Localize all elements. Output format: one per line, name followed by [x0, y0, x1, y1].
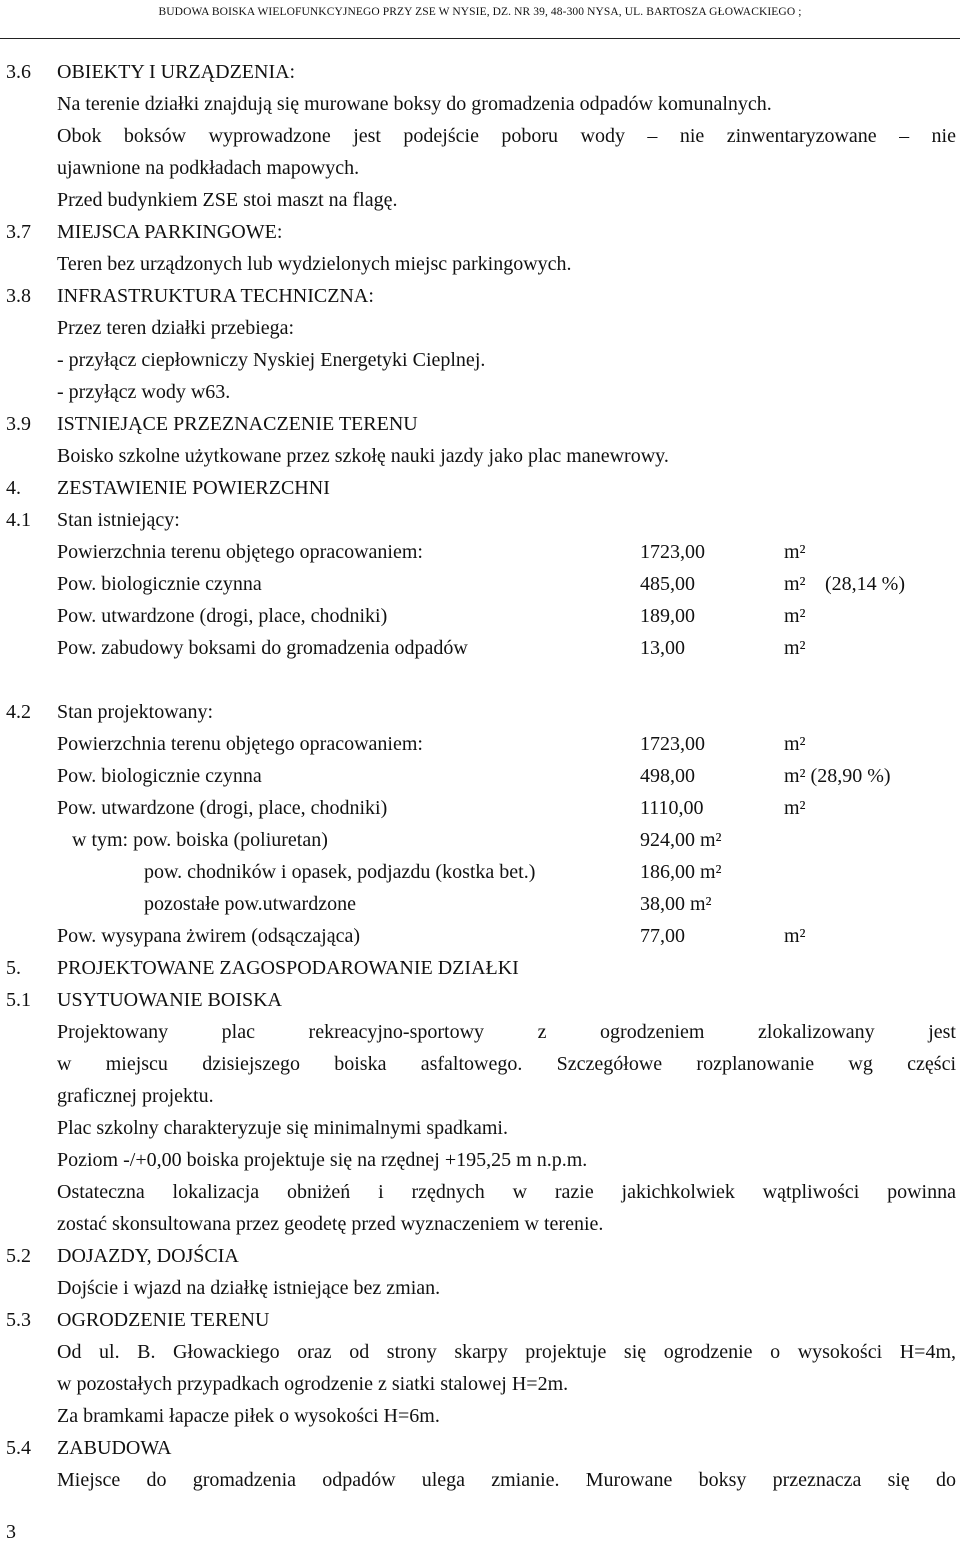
section-title: INFRASTRUKTURA TECHNICZNA:	[57, 285, 374, 307]
body-line: Plac szkolny charakteryzuje się minimalnymi spadkami.	[57, 1117, 508, 1139]
area-label: Pow. zabudowy boksami do gromadzenia odpadów	[57, 637, 468, 659]
body-line-justified: Obok boksów wyprowadzone jest podejście poboru wody – nie zinwentaryzowane – nie	[57, 125, 956, 147]
area-value: 186,00 m²	[640, 861, 722, 883]
section-number: 5.	[6, 957, 21, 979]
section-title: DOJAZDY, DOJŚCIA	[57, 1245, 239, 1267]
section-number: 4.2	[6, 701, 31, 723]
area-value: 77,00	[640, 925, 685, 947]
area-unit: m²	[784, 637, 806, 659]
section-title: MIEJSCA PARKINGOWE:	[57, 221, 283, 243]
section-number: 5.3	[6, 1309, 31, 1331]
area-label: Powierzchnia terenu objętego opracowaniem:	[57, 733, 423, 755]
area-unit: m²	[784, 573, 806, 595]
body-line-justified: w miejscu dzisiejszego boiska asfaltowego. Szczegółowe rozplanowanie wg części	[57, 1053, 956, 1075]
area-label: Pow. utwardzone (drogi, place, chodniki)	[57, 797, 388, 819]
section-number: 4.	[6, 477, 21, 499]
area-unit: m²	[784, 925, 806, 947]
section-title: USYTUOWANIE BOISKA	[57, 989, 282, 1011]
area-label: Pow. biologicznie czynna	[57, 765, 262, 787]
body-line: Boisko szkolne użytkowane przez szkołę nauki jazdy jako plac manewrowy.	[57, 445, 669, 467]
section-title: PROJEKTOWANE ZAGOSPODAROWANIE DZIAŁKI	[57, 957, 519, 979]
section-number: 3.6	[6, 61, 31, 83]
area-unit: m²	[784, 797, 806, 819]
area-unit: m² (28,90 %)	[784, 765, 891, 787]
body-line-justified: Od ul. B. Głowackiego oraz od strony skarpy projektuje się ogrodzenie o wysokości H=4m,	[57, 1341, 956, 1363]
section-number: 5.4	[6, 1437, 31, 1459]
area-unit: m²	[784, 605, 806, 627]
body-line: Przez teren działki przebiega:	[57, 317, 295, 339]
body-line: Przed budynkiem ZSE stoi maszt na flagę.	[57, 189, 398, 211]
section-number: 4.1	[6, 509, 31, 531]
section-number: 3.8	[6, 285, 31, 307]
section-title: OGRODZENIE TERENU	[57, 1309, 270, 1331]
body-line: Poziom -/+0,00 boiska projektuje się na rzędnej +195,25 m n.p.m.	[57, 1149, 588, 1171]
area-value: 485,00	[640, 573, 695, 595]
section-number: 5.1	[6, 989, 31, 1011]
area-label: Pow. biologicznie czynna	[57, 573, 262, 595]
body-line-justified: Projektowany plac rekreacyjno-sportowy z ogrodzeniem zlokalizowany jest	[57, 1021, 956, 1043]
area-value: 13,00	[640, 637, 685, 659]
body-line: Za bramkami łapacze piłek o wysokości H=6m.	[57, 1405, 440, 1427]
section-title: ISTNIEJĄCE PRZEZNACZENIE TERENU	[57, 413, 418, 435]
area-label: Powierzchnia terenu objętego opracowaniem:	[57, 541, 423, 563]
body-line-justified: Miejsce do gromadzenia odpadów ulega zmianie. Murowane boksy przeznacza się do	[57, 1469, 956, 1491]
area-percent: (28,14 %)	[825, 573, 905, 595]
body-line: Dojście i wjazd na działkę istniejące bez zmian.	[57, 1277, 441, 1299]
section-number: 5.2	[6, 1245, 31, 1267]
area-sublabel: w tym: pow. boiska (poliuretan)	[72, 829, 328, 851]
area-label: Pow. utwardzone (drogi, place, chodniki)	[57, 605, 388, 627]
body-line: graficznej projektu.	[57, 1085, 214, 1107]
header-rule	[0, 38, 960, 39]
section-title: ZABUDOWA	[57, 1437, 172, 1459]
body-line: w pozostałych przypadkach ogrodzenie z siatki stalowej H=2m.	[57, 1373, 569, 1395]
area-unit: m²	[784, 733, 806, 755]
section-number: 3.9	[6, 413, 31, 435]
body-line: ujawnione na podkładach mapowych.	[57, 157, 360, 179]
area-label: Pow. wysypana żwirem (odsączająca)	[57, 925, 361, 947]
area-sublabel: pozostałe pow.utwardzone	[144, 893, 356, 915]
body-line: Na terenie działki znajdują się murowane boksy do gromadzenia odpadów komunalnych.	[57, 93, 772, 115]
area-sublabel: pow. chodników i opasek, podjazdu (kostka bet.)	[144, 861, 536, 883]
area-value: 189,00	[640, 605, 695, 627]
body-line: Teren bez urządzonych lub wydzielonych miejsc parkingowych.	[57, 253, 572, 275]
section-title: Stan projektowany:	[57, 701, 214, 723]
page-number: 3	[6, 1521, 16, 1543]
section-title: ZESTAWIENIE POWIERZCHNI	[57, 477, 330, 499]
section-title: OBIEKTY I URZĄDZENIA:	[57, 61, 296, 83]
area-unit: m²	[784, 541, 806, 563]
area-value: 924,00 m²	[640, 829, 722, 851]
section-title: Stan istniejący:	[57, 509, 180, 531]
area-value: 1723,00	[640, 541, 705, 563]
area-value: 498,00	[640, 765, 695, 787]
body-line: - przyłącz ciepłowniczy Nyskiej Energetyki Cieplnej.	[57, 349, 486, 371]
area-value: 1723,00	[640, 733, 705, 755]
section-number: 3.7	[6, 221, 31, 243]
area-value: 1110,00	[640, 797, 704, 819]
body-line: zostać skonsultowana przez geodetę przed wyznaczeniem w terenie.	[57, 1213, 604, 1235]
running-header: BUDOWA BOISKA WIELOFUNKCYJNEGO PRZY ZSE W NYSIE, DZ. NR 39, 48-300 NYSA, UL. BARTOSZA GŁOWACKIEGO ;	[158, 6, 802, 18]
area-value: 38,00 m²	[640, 893, 712, 915]
body-line: - przyłącz wody w63.	[57, 381, 231, 403]
body-line-justified: Ostateczna lokalizacja obniżeń i rzędnych w razie jakichkolwiek wątpliwości powinna	[57, 1181, 956, 1203]
